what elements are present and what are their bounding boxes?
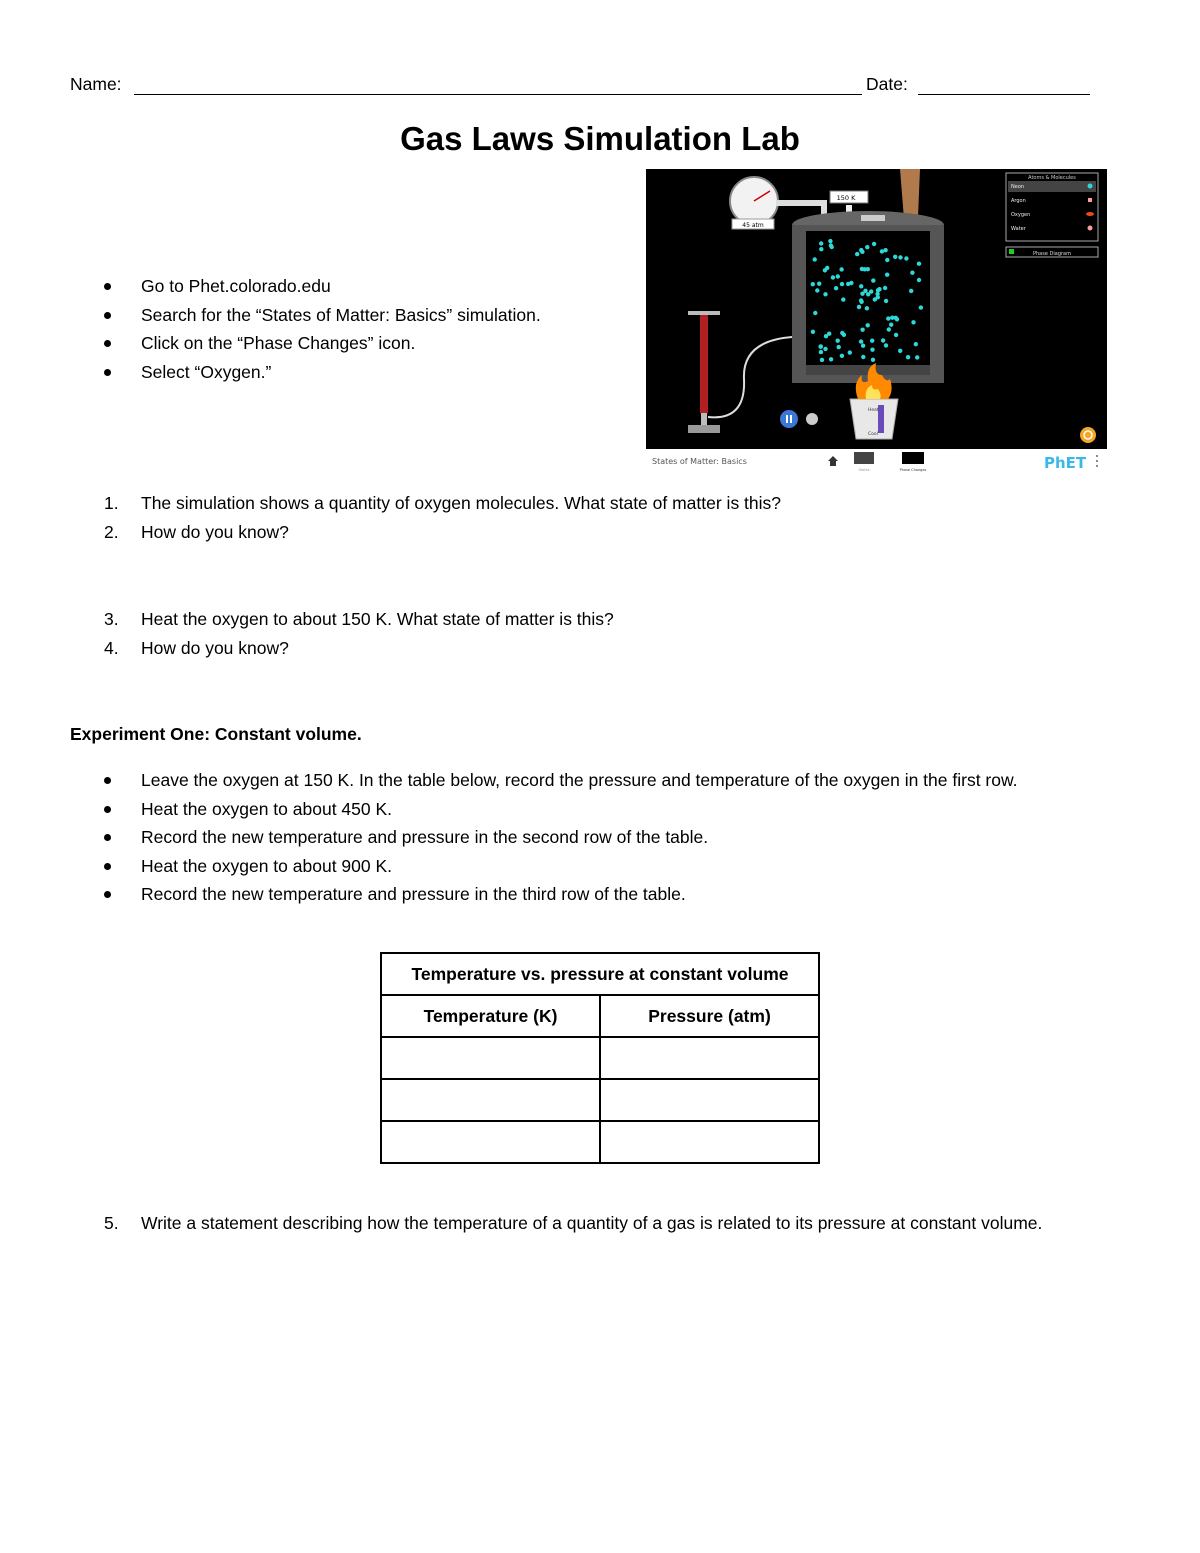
step-button[interactable] — [806, 413, 818, 425]
list-item: Heat the oxygen to about 450 K. — [104, 795, 1104, 824]
molecule — [884, 343, 888, 347]
list-item: Click on the “Phase Changes” icon. — [104, 329, 624, 358]
date-label: Date: — [866, 74, 908, 94]
molecule — [898, 349, 902, 353]
screen-states-label: States — [858, 468, 870, 472]
molecule — [836, 274, 840, 278]
question-list-a — [104, 489, 1104, 546]
molecule — [898, 255, 902, 259]
pause-button[interactable] — [780, 410, 798, 428]
bullet-icon — [104, 891, 111, 898]
molecule — [904, 256, 908, 260]
temperature-readout: 150 K — [836, 194, 856, 202]
table-title: Temperature vs. pressure at constant volume — [381, 953, 819, 995]
molecule — [823, 347, 827, 351]
molecule — [840, 354, 844, 358]
table-header-pressure: Pressure (atm) — [600, 995, 819, 1037]
molecule — [917, 278, 921, 282]
bullet-icon — [104, 834, 111, 841]
sim-footer-title: States of Matter: Basics — [652, 457, 747, 466]
screen-phase-label: Phase Changes — [899, 468, 927, 472]
question-list-b — [104, 605, 1104, 662]
reset-button[interactable] — [1080, 427, 1096, 443]
list-item: Search for the “States of Matter: Basics” simulation. — [104, 301, 624, 330]
bullet-icon — [104, 863, 111, 870]
molecule — [859, 298, 863, 302]
molecule — [859, 284, 863, 288]
molecule — [811, 282, 815, 286]
experiment-bullet-list — [104, 766, 1104, 909]
list-item: 4. How do you know? — [104, 637, 289, 658]
phet-logo: PhET — [1044, 454, 1087, 472]
table-row — [381, 1079, 819, 1121]
screen-phase-icon[interactable] — [902, 452, 924, 464]
bullet-icon — [104, 806, 111, 813]
molecule — [819, 247, 823, 251]
panel-item-oxygen[interactable]: Oxygen — [1011, 212, 1031, 218]
pump-handle-icon[interactable] — [688, 311, 720, 315]
molecule — [883, 286, 887, 290]
phase-diagram-label: Phase Diagram — [1033, 251, 1071, 257]
list-item: 3. Heat the oxygen to about 150 K. What state of matter is this? — [104, 609, 614, 629]
molecule — [866, 292, 870, 296]
molecule — [857, 305, 861, 309]
name-label: Name: — [70, 74, 122, 94]
molecule — [877, 287, 881, 291]
molecule — [831, 275, 835, 279]
list-item: Record the new temperature and pressure in the second row of the table. — [104, 823, 1104, 852]
screen-states-icon[interactable] — [854, 452, 874, 464]
molecule — [871, 358, 875, 362]
list-item: Leave the oxygen at 150 K. In the table below, record the pressure and temperature of the oxygen in the first row. — [104, 766, 1104, 795]
molecule — [819, 241, 823, 245]
molecule — [890, 316, 894, 320]
simulation-screenshot — [646, 169, 1107, 474]
list-item: 1. The simulation shows a quantity of oxygen molecules. What state of matter is this? — [104, 493, 782, 513]
molecule — [863, 267, 867, 271]
molecule — [909, 289, 913, 293]
molecule — [917, 262, 921, 266]
list-item: Record the new temperature and pressure in the third row of the table. — [104, 880, 1104, 909]
bullet-icon — [104, 369, 111, 376]
molecule — [865, 245, 869, 249]
molecule — [861, 355, 865, 359]
molecule — [836, 339, 840, 343]
molecule — [860, 328, 864, 332]
molecule — [846, 282, 850, 286]
table-header-temperature: Temperature (K) — [381, 995, 600, 1037]
table-cell[interactable] — [381, 1037, 600, 1079]
table-cell[interactable] — [600, 1037, 819, 1079]
molecule — [876, 295, 880, 299]
molecule — [813, 311, 817, 315]
page-title: Gas Laws Simulation Lab — [400, 120, 800, 157]
molecule — [870, 339, 874, 343]
molecule — [919, 305, 923, 309]
molecule — [813, 257, 817, 261]
molecule — [885, 273, 889, 277]
header-name-date — [70, 74, 1092, 98]
list-item: Heat the oxygen to about 900 K. — [104, 852, 1104, 881]
list-item: Go to Phet.colorado.edu — [104, 272, 624, 301]
experiment-heading: Experiment One: Constant volume. — [70, 724, 362, 744]
molecule — [881, 338, 885, 342]
molecule — [911, 320, 915, 324]
molecule — [865, 306, 869, 310]
table-cell[interactable] — [600, 1079, 819, 1121]
panel-title: Atoms & Molecules — [1028, 175, 1076, 181]
molecule — [859, 339, 863, 343]
list-item: Select “Oxygen.” — [104, 358, 624, 387]
molecule — [880, 249, 884, 253]
molecule — [840, 282, 844, 286]
molecule — [914, 342, 918, 346]
molecule — [889, 323, 893, 327]
molecule — [859, 248, 863, 252]
molecule — [885, 258, 889, 262]
molecule — [910, 271, 914, 275]
bullet-icon — [104, 312, 111, 319]
gauge-readout: 45 atm — [742, 222, 764, 229]
molecule — [834, 286, 838, 290]
molecule — [818, 345, 822, 349]
molecule — [855, 252, 859, 256]
molecule — [872, 242, 876, 246]
molecule — [825, 266, 829, 270]
molecule — [871, 278, 875, 282]
panel-item-argon[interactable]: Argon — [1011, 198, 1026, 204]
molecule — [829, 357, 833, 361]
molecule — [841, 297, 845, 301]
date-field[interactable] — [918, 94, 1090, 95]
table-row — [381, 1037, 819, 1079]
table-cell[interactable] — [381, 1079, 600, 1121]
panel-item-water[interactable]: Water — [1011, 226, 1026, 232]
molecule — [848, 350, 852, 354]
molecule — [815, 288, 819, 292]
panel-item-neon[interactable]: Neon — [1011, 184, 1025, 190]
molecule — [829, 243, 833, 247]
list-item: 2. How do you know? — [104, 521, 289, 542]
molecule — [837, 345, 841, 349]
molecule — [915, 355, 919, 359]
molecule — [906, 355, 910, 359]
table-row — [381, 1121, 819, 1163]
bullet-icon — [104, 340, 111, 347]
question-5: 5. Write a statement describing how the temperature of a quantity of a gas is related to its pressure at constant volume. — [104, 1213, 1043, 1233]
pump-icon[interactable] — [700, 315, 708, 413]
molecule — [819, 350, 823, 354]
molecule — [820, 358, 824, 362]
molecule — [870, 348, 874, 352]
molecule — [894, 333, 898, 337]
heat-label: Heat — [868, 408, 879, 413]
table-cell[interactable] — [381, 1121, 600, 1163]
molecule — [884, 299, 888, 303]
molecule — [811, 330, 815, 334]
molecule — [863, 289, 867, 293]
molecule — [886, 316, 890, 320]
name-field[interactable] — [134, 94, 862, 95]
data-table — [380, 952, 820, 1164]
molecule — [866, 323, 870, 327]
molecule — [887, 327, 891, 331]
intro-bullet-list — [104, 272, 624, 386]
bullet-icon — [104, 283, 111, 290]
molecule — [828, 239, 832, 243]
molecule — [893, 255, 897, 259]
cool-label: Cool — [868, 432, 878, 437]
molecule — [817, 282, 821, 286]
table-cell[interactable] — [600, 1121, 819, 1163]
bullet-icon — [104, 777, 111, 784]
molecule — [840, 331, 844, 335]
molecule — [839, 267, 843, 271]
molecule — [861, 344, 865, 348]
molecule — [824, 334, 828, 338]
molecule — [823, 292, 827, 296]
